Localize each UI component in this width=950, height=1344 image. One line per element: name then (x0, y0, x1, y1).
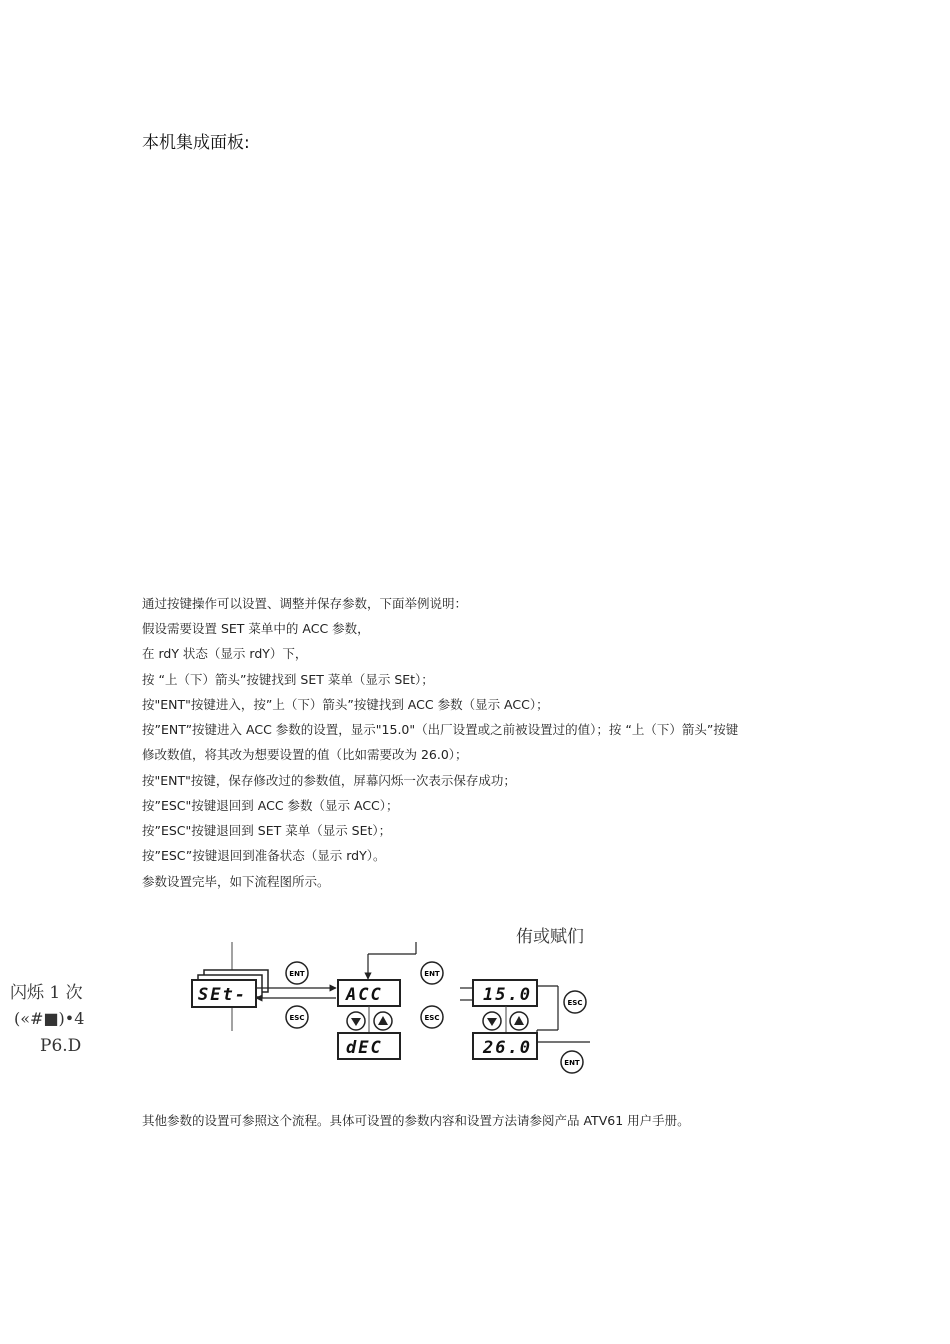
paragraph-line: 按”ESC"按键退回到 ACC 参数（显示 ACC）； (142, 798, 399, 813)
paragraph-line: 假设需要设置 SET 菜单中的 ACC 参数， (142, 621, 370, 636)
ent-button-3[interactable] (561, 1051, 583, 1073)
paragraph-line: 在 rdY 状态（显示 rdY）下， (142, 646, 308, 661)
esc-label: ESC (289, 1014, 305, 1022)
ent-label: ENT (564, 1059, 580, 1067)
lcd-panel-15-0 (473, 980, 537, 1006)
paragraph-line: 按”ESC"按键退回到 SET 菜单（显示 SEt）； (142, 823, 392, 838)
paragraph-line: 按 “上（下）箭头”按键找到 SET 菜单（显示 SEt）； (142, 672, 434, 687)
paragraph-line: 通过按键操作可以设置、调整并保存参数，下面举例说明： (142, 596, 468, 611)
flow-diagram (180, 938, 620, 1088)
lcd-panel-dec (338, 1033, 400, 1059)
diagram-top-note: 侑或赋们 (516, 927, 584, 947)
footer-note: 其他参数的设置可参照这个流程。具体可设置的参数内容和设置方法请参阅产品 ATV61 用户手册。 (142, 1113, 690, 1128)
paragraph-line: 参数设置完毕，如下流程图所示。 (142, 874, 330, 889)
down-arrow-button-2[interactable] (483, 1012, 501, 1030)
lcd-text-15-0: 15.0 (483, 985, 532, 1005)
diagram-side-note: («#■)•4 (14, 1009, 85, 1028)
paragraph-line: 按”ENT”按键进入 ACC 参数的设置，显示"15.0"（出厂设置或之前被设置过的值）；按 “上（下）箭头”按键 (142, 722, 739, 737)
lcd-panel-acc (338, 980, 400, 1006)
paragraph-line: 修改数值，将其改为想要设置的值（比如需要改为 26.0）； (142, 747, 468, 762)
paragraph-line: 按”ESC”按键退回到准备状态（显示 rdY）。 (142, 848, 386, 863)
lcd-text-acc: ACC (346, 985, 383, 1005)
esc-button-3[interactable] (564, 991, 586, 1013)
lcd-text-dec: dEC (346, 1038, 383, 1058)
lcd-text-set: SEt- (198, 985, 247, 1005)
ent-button-1[interactable] (286, 962, 308, 984)
esc-button-2[interactable] (421, 1006, 443, 1028)
ent-label: ENT (289, 970, 305, 978)
up-arrow-button-1[interactable] (374, 1012, 392, 1030)
paragraph-line: 按"ENT"按键，保存修改过的参数值，屏幕闪烁一次表示保存成功； (142, 773, 516, 788)
paragraph-line: 按"ENT"按键进入，按”上（下）箭头”按键找到 ACC 参数（显示 ACC）； (142, 697, 549, 712)
lcd-panel-26-0 (473, 1033, 537, 1059)
esc-button-1[interactable] (286, 1006, 308, 1028)
esc-label: ESC (424, 1014, 440, 1022)
esc-label: ESC (567, 999, 583, 1007)
up-arrow-button-2[interactable] (510, 1012, 528, 1030)
diagram-side-note: P6.D (40, 1036, 82, 1054)
page-heading: 本机集成面板: (142, 133, 250, 153)
ent-button-2[interactable] (421, 962, 443, 984)
ent-label: ENT (424, 970, 440, 978)
diagram-side-note: 闪烁 1 次 (10, 983, 83, 1003)
down-arrow-button-1[interactable] (347, 1012, 365, 1030)
lcd-text-26-0: 26.0 (483, 1038, 532, 1058)
